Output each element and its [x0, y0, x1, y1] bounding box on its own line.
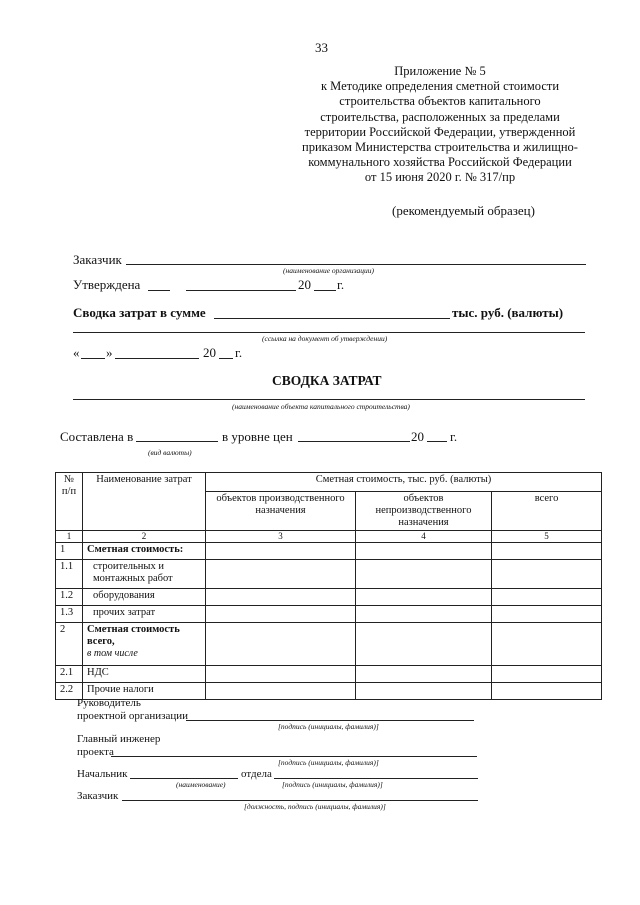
row-num: 1 [56, 543, 83, 560]
currency-field-line [136, 441, 218, 442]
header-production: объектов производственного назначения [206, 492, 356, 531]
row-num: 1.1 [56, 560, 83, 589]
cell-total [492, 606, 602, 623]
customer-field-line [126, 264, 586, 265]
table-row [56, 666, 602, 683]
cell-total [492, 683, 602, 700]
document-title: СВОДКА ЗАТРАТ [272, 373, 382, 388]
appendix-line: строительства объектов капитального [339, 94, 541, 109]
appendix-line: от 15 июня 2020 г. № 317/пр [364, 170, 516, 185]
cell-total [492, 589, 602, 606]
sign-head-caption: [подпись (инициалы, фамилия)] [278, 722, 379, 731]
link-field-line [73, 332, 585, 333]
appendix-block [272, 64, 608, 186]
sign-chief-caption-name: (наименование) [176, 780, 226, 789]
row-num: 1.2 [56, 589, 83, 606]
sample-note: (рекомендуемый образец) [392, 203, 535, 218]
table-row [56, 543, 602, 560]
cell-total [492, 623, 602, 666]
cell-total [492, 543, 602, 560]
date-close-quote: » [106, 345, 113, 360]
appendix-line: строительства, расположенных за пределами [320, 109, 560, 124]
cell-non-production [356, 560, 492, 589]
column-number: 5 [492, 531, 602, 543]
column-number: 2 [83, 531, 206, 543]
link-caption: (ссылка на документ об утверждении) [262, 334, 388, 343]
header-non-production: объектов непроизводственного назначения [356, 492, 492, 531]
cell-production [206, 623, 356, 666]
sign-engineer-caption: [подпись (инициалы, фамилия)] [278, 758, 379, 767]
row-num: 2 [56, 623, 83, 666]
cell-non-production [356, 543, 492, 560]
date-year-line [219, 358, 233, 359]
cost-table [55, 472, 602, 700]
row-name: строительных и монтажных работ [83, 560, 206, 589]
sign-head-field-line [186, 720, 474, 721]
cell-total [492, 560, 602, 589]
row-name-cell [83, 623, 206, 666]
date-month-line [115, 358, 199, 359]
sign-customer-field-line [122, 800, 478, 801]
sign-head-line2: проектной организации [77, 710, 188, 722]
row-num: 2.2 [56, 683, 83, 700]
column-number: 1 [56, 531, 83, 543]
compiled-label: Составлена в [60, 429, 134, 444]
sign-engineer-line2: проекта [77, 746, 114, 758]
date-year-prefix: 20 [203, 345, 216, 360]
cell-non-production [356, 606, 492, 623]
row-name: прочих затрат [83, 606, 206, 623]
cell-non-production [356, 683, 492, 700]
appendix-line: территории Российской Федерации, утвержденной [304, 124, 576, 139]
currency-caption: (вид валюты) [148, 448, 192, 457]
cell-production [206, 560, 356, 589]
table-row [56, 589, 602, 606]
header-total: всего [492, 492, 602, 531]
cell-production [206, 543, 356, 560]
appendix-line: приказом Министерства строительства и жилищно- [302, 140, 578, 155]
summary-label: Сводка затрат в сумме [73, 305, 206, 320]
header-name: Наименование затрат [83, 473, 206, 531]
header-num: № п/п [56, 473, 83, 531]
approved-blank-line [148, 290, 170, 291]
sign-chief-caption-sign: [подпись (инициалы, фамилия)] [282, 780, 383, 789]
table-row [56, 623, 602, 666]
summary-amount-line [214, 318, 450, 319]
approved-year-line [314, 290, 336, 291]
table-row [56, 606, 602, 623]
sign-head-line1: Руководитель [77, 697, 141, 709]
price-level-line [298, 441, 410, 442]
price-level-label: в уровне цен [222, 429, 293, 444]
approved-label: Утверждена [73, 277, 141, 292]
row-num: 2.1 [56, 666, 83, 683]
appendix-title: Приложение № 5 [394, 64, 486, 78]
summary-unit: тыс. руб. (валюты) [452, 305, 564, 320]
sign-chief-dept: отдела [241, 768, 272, 780]
cell-production [206, 606, 356, 623]
cell-production [206, 589, 356, 606]
cell-production [206, 683, 356, 700]
cell-total [492, 666, 602, 683]
appendix-line: коммунального хозяйства Российской Федерации [308, 155, 572, 170]
sign-chief-dept-line [130, 778, 238, 779]
approved-year-suffix: г. [337, 277, 345, 292]
compiled-year-prefix: 20 [411, 429, 424, 444]
header-cost-group: Сметная стоимость, тыс. руб. (валюты) [206, 473, 602, 492]
row-name: Сметная стоимость: [83, 543, 206, 560]
object-caption: (наименование объекта капитального строительства) [232, 402, 410, 411]
row-name: Сметная стоимость всего, [87, 624, 180, 647]
cell-non-production [356, 623, 492, 666]
sign-chief-field-line [274, 778, 478, 779]
appendix-line: к Методике определения сметной стоимости [320, 79, 560, 94]
object-field-line [73, 399, 585, 400]
row-name: оборудования [83, 589, 206, 606]
cell-production [206, 666, 356, 683]
date-open-quote: « [73, 345, 80, 360]
date-year-suffix: г. [235, 345, 243, 360]
column-number: 3 [206, 531, 356, 543]
page-number: 33 [315, 40, 328, 55]
sign-customer-caption: [должность, подпись (инициалы, фамилия)] [244, 802, 386, 811]
customer-caption: (наименование организации) [283, 266, 375, 275]
sign-engineer-line1: Главный инженер [77, 733, 161, 745]
date-day-line [81, 358, 105, 359]
compiled-year-suffix: г. [450, 429, 458, 444]
approved-blank-line [186, 290, 296, 291]
approved-year-prefix: 20 [298, 277, 311, 292]
sign-chief-label: Начальник [77, 768, 128, 780]
sign-engineer-field-line [111, 756, 477, 757]
cell-non-production [356, 589, 492, 606]
row-num: 1.3 [56, 606, 83, 623]
table-row [56, 560, 602, 589]
cell-non-production [356, 666, 492, 683]
sign-customer-label: Заказчик [77, 790, 119, 802]
column-number: 4 [356, 531, 492, 543]
row-name: НДС [83, 666, 206, 683]
row-name: Прочие налоги [83, 683, 206, 700]
row-subnote: в том числе [87, 648, 138, 659]
customer-label: Заказчик [73, 252, 122, 267]
compiled-year-line [427, 441, 447, 442]
